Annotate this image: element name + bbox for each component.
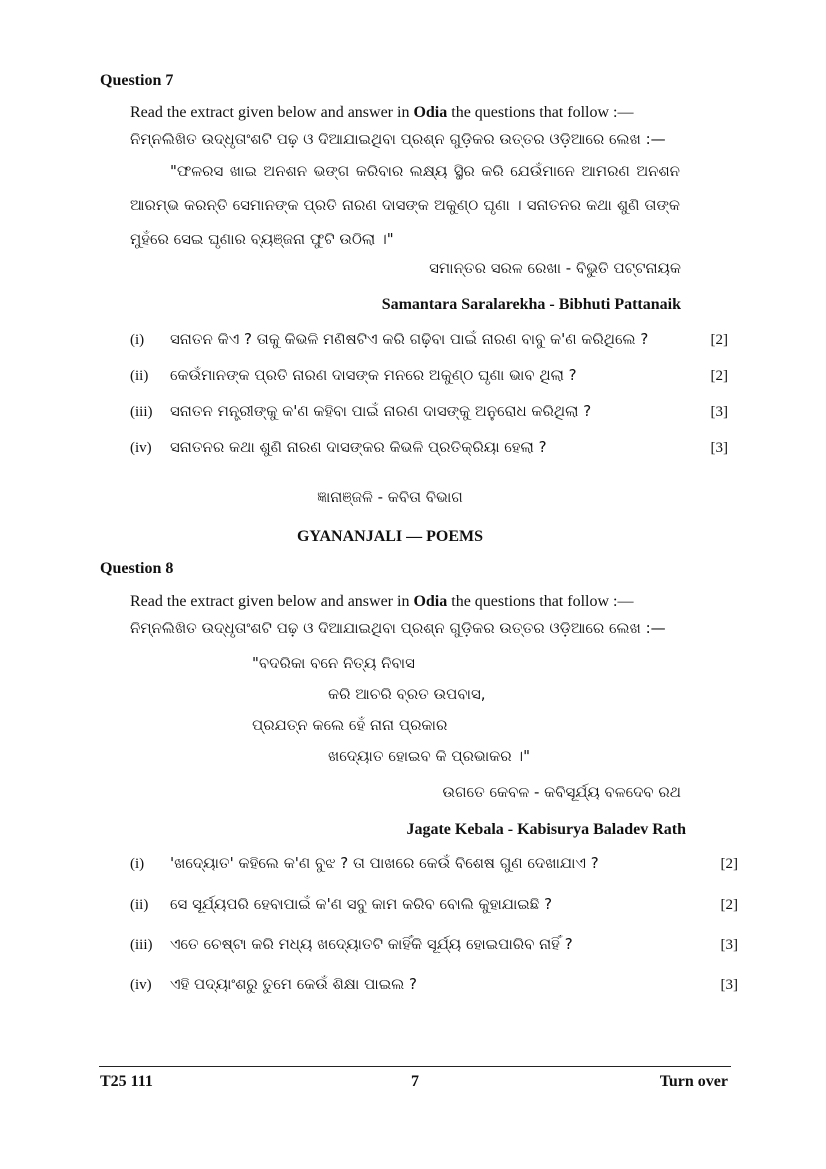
q8-question-number: (ii) — [130, 897, 149, 913]
q8-question-text: ଏତେ ଚେଷ୍ଟା କରି ମଧ୍ୟ ଖଦ୍ୟୋତଟି କାହିଁକି ସୂର୍ଯ୍ୟ ହୋଇପାରିବ ନାହିଁ ? — [170, 935, 573, 953]
q8-poem-line: ପ୍ରଯତ୍ନ କଲେ ହେଁ ନାନା ପ୍ରକାର — [252, 716, 448, 734]
q7-question-number: (iv) — [130, 440, 152, 456]
q7-question-marks: [3] — [710, 404, 728, 420]
paper-code: T25 111 — [100, 1073, 153, 1090]
q7-question-text: ସନାତନର କଥା ଶୁଣି ନାରଣ ଦାସଙ୍କର କିଭଳି ପ୍ରତିକ୍ରିୟା ହେଲା ? — [170, 438, 547, 456]
q7-instruction-english: Read the extract given below and answer in Odia the questions that follow :— — [130, 104, 634, 121]
section-title-odia: ଜ୍ଞାନାଞ୍ଜଳି - କବିତା ବିଭାଗ — [317, 488, 463, 506]
q7-source-odia: ସମାନ୍ତର ସରଳ ରେଖା - ବିଭୁତି ପଟ୍ଟନାୟକ — [429, 259, 681, 277]
q8-instruction-english: Read the extract given below and answer in Odia the questions that follow :— — [130, 593, 634, 610]
q7-source-english: Samantara Saralarekha - Bibhuti Pattanaik — [381, 296, 681, 313]
q8-question-marks: [3] — [720, 977, 738, 993]
q8-question-marks: [2] — [720, 856, 738, 872]
q7-question-marks: [2] — [710, 332, 728, 348]
question-8-heading: Question 8 — [100, 560, 174, 577]
q8-question-marks: [3] — [720, 937, 738, 953]
q7-extract-line: "ଫଳରସ ଖାଇ ଅନଶନ ଭଙ୍ଗ କରିବାର ଲକ୍ଷ୍ୟ ସ୍ଥିର କରି ଯେଉଁମାନେ ଆମରଣ ଅନଶନ — [170, 162, 680, 180]
q8-question-number: (i) — [130, 856, 145, 872]
section-title-english: GYANANJALI — POEMS — [296, 528, 484, 545]
q7-question-text: କେଉଁମାନଙ୍କ ପ୍ରତି ନାରଣ ଦାସଙ୍କ ମନରେ ଅକୁଣ୍ଠ ଘୃଣା ଭାବ ଥିଲା ? — [170, 366, 577, 384]
q7-question-marks: [3] — [710, 440, 728, 456]
q7-question-number: (i) — [130, 332, 145, 348]
q8-question-text: ଏହି ପଦ୍ୟାଂଶରୁ ତୁମେ କେଉଁ ଶିକ୍ଷା ପାଇଲ ? — [170, 975, 417, 993]
q8-poem-line: କରି ଆଚରି ବ୍ରତ ଉପବାସ, — [328, 685, 486, 703]
footer-rule — [99, 1066, 731, 1067]
q7-question-text: ସନାତନ ମନ୍ତ୍ରୀଙ୍କୁ କ'ଣ କହିବା ପାଇଁ ନାରଣ ଦାସଙ୍କୁ ଅନୁରୋଧ କରିଥିଲା ? — [170, 402, 592, 420]
q8-question-text: ସେ ସୂର୍ଯ୍ୟପରି ହେବାପାଇଁ କ'ଣ ସବୁ କାମ କରିବ ବୋଲି କୁହାଯାଇଛି ? — [170, 895, 553, 913]
q8-poem-line: "ବଦରିକା ବନେ ନିତ୍ୟ ନିବାସ — [252, 654, 415, 672]
question-7-heading: Question 7 — [100, 72, 174, 89]
q8-question-number: (iii) — [130, 937, 153, 953]
q7-extract-line: ଆରମ୍ଭ କରନ୍ତି ସେମାନଙ୍କ ପ୍ରତି ନାରଣ ଦାସଙ୍କ ଅକୁଣ୍ଠ ଘୃଣା । ସନାତନର କଥା ଶୁଣି ତାଙ୍କ — [130, 196, 680, 214]
q7-question-number: (ii) — [130, 368, 149, 384]
page-number: 7 — [411, 1073, 419, 1090]
q8-poem-line: ଖଦ୍ୟୋତ ହୋଇବ କି ପ୍ରଭାକର ।" — [328, 747, 531, 765]
q7-instruction-odia: ନିମ୍ନଲିଖିତ ଉଦ୍ଧୃତାଂଶଟି ପଢ଼ ଓ ଦିଆଯାଇଥିବା ପ୍ରଶ୍ନ ଗୁଡ଼ିକର ଉତ୍ତର ଓଡ଼ିଆରେ ଲେଖ :— — [130, 130, 666, 148]
q8-source-english: Jagate Kebala - Kabisurya Baladev Rath — [406, 821, 686, 838]
q8-source-odia: ଉଗତେ କେବଳ - କବିସୂର୍ଯ୍ୟ ବଳଦେବ ରଥ — [442, 783, 681, 801]
q7-question-number: (iii) — [130, 404, 153, 420]
q8-question-text: 'ଖଦ୍ୟୋତ' କହିଲେ କ'ଣ ବୁଝ ? ତା ପାଖରେ କେଉଁ ବିଶେଷ ଗୁଣ ଦେଖାଯାଏ ? — [170, 854, 599, 872]
q7-question-text: ସନାତନ କିଏ ? ତାକୁ କିଭଳି ମଣିଷଟିଏ କରି ଗଢ଼ିବା ପାଇଁ ନାରଣ ବାବୁ କ'ଣ କରିଥିଲେ ? — [170, 330, 649, 348]
q7-question-marks: [2] — [710, 368, 728, 384]
q8-instruction-odia: ନିମ୍ନଲିଖିତ ଉଦ୍ଧୃତାଂଶଟି ପଢ଼ ଓ ଦିଆଯାଇଥିବା ପ୍ରଶ୍ନ ଗୁଡ଼ିକର ଉତ୍ତର ଓଡ଼ିଆରେ ଲେଖ :— — [130, 619, 666, 637]
q8-question-number: (iv) — [130, 977, 152, 993]
q7-extract-line: ମୁହଁରେ ସେଇ ଘୃଣାର ବ୍ୟଞ୍ଜନା ଫୁଟି ଉଠିଲା ।" — [130, 230, 394, 248]
turn-over-label: Turn over — [659, 1073, 728, 1090]
q8-question-marks: [2] — [720, 897, 738, 913]
